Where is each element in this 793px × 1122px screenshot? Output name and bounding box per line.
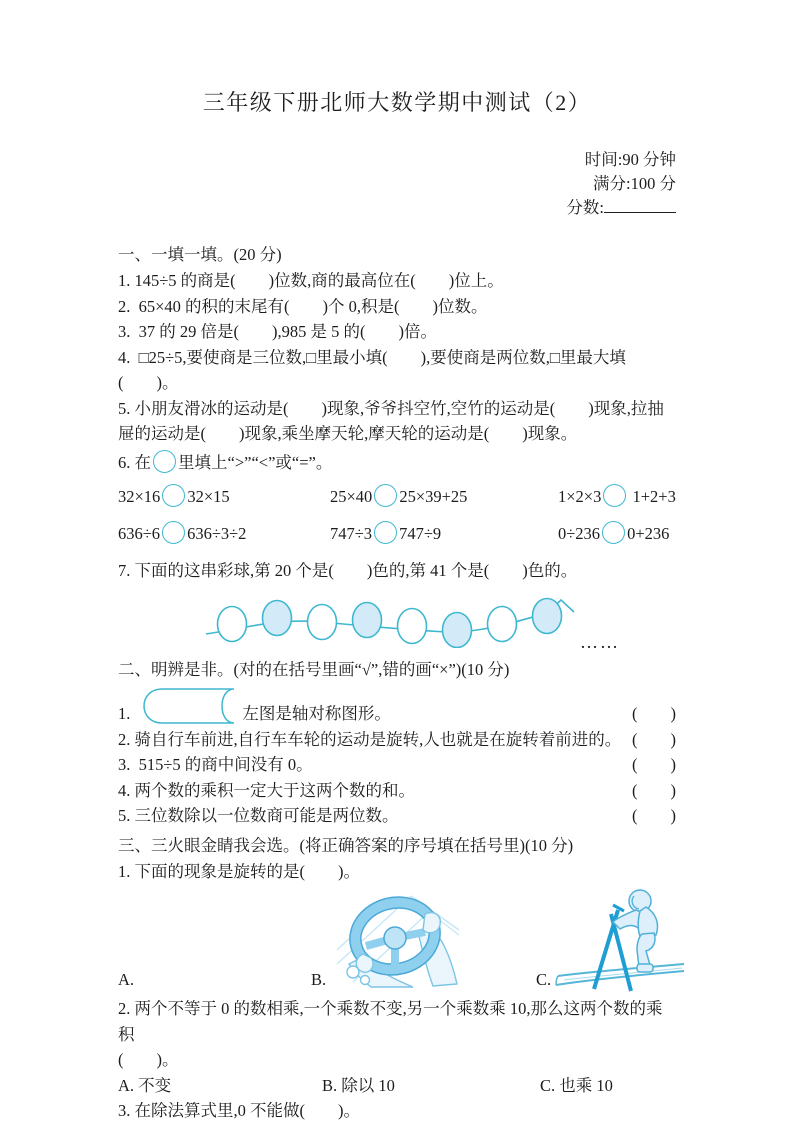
beads-ellipsis: …… <box>580 631 620 652</box>
tf-paren: ( ) <box>632 755 676 774</box>
s1-q6-prefix: 6. 在 <box>118 452 151 472</box>
cmp-left: 747÷3 <box>330 524 373 543</box>
comparison-item <box>558 482 676 512</box>
option-a-label: A. <box>118 970 135 989</box>
score-blank-line <box>604 196 676 214</box>
compare-circle-icon <box>162 521 185 544</box>
s1-q5-line1: 5. 小朋友滑冰的运动是( )现象,爷爷抖空竹,空竹的运动是( )现象,拉抽 <box>118 398 664 418</box>
cmp-left: 32×16 <box>118 487 161 506</box>
full-score-label: 满分:100 分 <box>593 174 676 193</box>
section1-heading: 一、一填一填。(20 分) <box>118 245 282 264</box>
bead-blue <box>263 600 292 635</box>
time-label: 时间:90 分钟 <box>584 150 676 169</box>
cmp-left: 25×40 <box>330 487 373 506</box>
cmp-right: 25×39+25 <box>399 487 468 506</box>
cmp-right: 1+2+3 <box>628 487 676 506</box>
tf-paren: ( ) <box>632 780 676 800</box>
page-title: 三年级下册北师大数学期中测试（2） <box>202 90 592 115</box>
compare-circle-icon <box>153 450 176 473</box>
bead-string-wrap <box>204 586 676 653</box>
option-b-label: B. <box>311 970 327 989</box>
comparison-item <box>118 482 330 512</box>
skier-figure <box>554 884 688 994</box>
compare-circle-icon <box>374 521 397 544</box>
s2-item1-number: 1. <box>118 704 131 723</box>
tf-paren: ( ) <box>632 729 676 749</box>
s3-q2-options <box>118 1073 676 1099</box>
compare-circle-icon <box>162 484 185 507</box>
bead-string-figure <box>204 586 576 648</box>
s3-q3: 3. 在除法算式里,0 不能做( )。 <box>118 1101 360 1120</box>
s3-q2-line1: 2. 两个不等于 0 的数相乘,一个乘数不变,另一个乘数乘 10,那么这两个数的乘积 <box>118 999 663 1044</box>
bead-white <box>308 604 337 639</box>
option-c: C. 也乘 10 <box>540 1075 613 1095</box>
comparison-item <box>558 519 676 549</box>
cmp-right: 0+236 <box>627 524 670 543</box>
s1-q4-line1: 4. □25÷5,要使商是三位数,□里最小填( ),要使商是两位数,□里最大填 <box>118 347 626 367</box>
s3-q1: 1. 下面的现象是旋转的是( )。 <box>118 861 360 881</box>
section2-heading: 二、明辨是非。(对的在括号里画“√”,错的画“×”)(10 分) <box>118 659 510 679</box>
comparison-item <box>118 519 330 549</box>
s2-item1-paren: ( ) <box>632 704 676 723</box>
option-c-label: C. <box>536 970 552 989</box>
comparison-row-2 <box>118 519 676 549</box>
cmp-left: 0÷236 <box>558 524 601 543</box>
bead-blue <box>533 598 562 633</box>
comparison-row-1 <box>118 482 676 512</box>
s1-q4-line2: ( )。 <box>118 373 179 392</box>
bead-blue <box>353 602 382 637</box>
s1-q1: 1. 145÷5 的商是( )位数,商的最高位在( )位上。 <box>118 271 504 290</box>
comparison-item <box>330 482 558 512</box>
comparison-item <box>330 519 558 549</box>
s1-q6 <box>118 450 676 476</box>
option-b: B. 除以 10 <box>322 1075 395 1095</box>
tf-paren: ( ) <box>632 806 676 825</box>
cmp-right: 636÷3÷2 <box>187 524 247 543</box>
tf-text: 4. 两个数的乘积一定大于这两个数的和。 <box>118 780 415 800</box>
s2-item-4 <box>118 778 676 804</box>
s2-item-2 <box>118 727 676 753</box>
steering-wheel-figure <box>333 886 461 988</box>
cmp-left: 636÷6 <box>118 524 161 543</box>
s1-q7: 7. 下面的这串彩球,第 20 个是( )色的,第 41 个是( )色的。 <box>118 561 578 580</box>
tf-text: 2. 骑自行车前进,自行车车轮的运动是旋转,人也就是在旋转着前进的。 <box>118 729 622 749</box>
exam-info-line <box>118 126 676 238</box>
compare-circle-icon <box>374 484 397 507</box>
option-a: A. 不变 <box>118 1075 172 1095</box>
score-label: 分数: <box>566 198 604 217</box>
choice-figures <box>118 884 676 996</box>
cmp-left: 1×2×3 <box>558 487 602 506</box>
s1-q6-suffix: 里填上“>”“<”或“=”。 <box>178 452 333 472</box>
s1-q3: 3. 37 的 29 倍是( ),985 是 5 的( )倍。 <box>118 322 437 341</box>
s3-q2-line2: ( )。 <box>118 1050 179 1069</box>
cmp-right: 747÷9 <box>399 524 442 543</box>
bead-white <box>218 606 247 641</box>
bead-blue <box>443 612 472 647</box>
cylinder-figure <box>132 685 240 727</box>
worksheet-content <box>118 0 676 1122</box>
section3-heading: 三、三火眼金睛我会选。(将正确答案的序号填在括号里)(10 分) <box>118 835 574 855</box>
bead-white <box>488 606 517 641</box>
s2-item1-text: 左图是轴对称图形。 <box>242 704 391 723</box>
s2-item-5 <box>118 803 676 829</box>
compare-circle-icon <box>602 521 625 544</box>
tf-text: 3. 515÷5 的商中间没有 0。 <box>118 755 313 774</box>
s1-q5-line2: 屉的运动是( )现象,乘坐摩天轮,摩天轮的运动是( )现象。 <box>118 424 578 443</box>
s2-item-1 <box>118 685 676 727</box>
s1-q2: 2. 65×40 的积的末尾有( )个 0,积是( )位数。 <box>118 296 488 316</box>
s2-item-3 <box>118 752 676 778</box>
bead-white <box>398 608 427 643</box>
tf-text: 5. 三位数除以一位数商可能是两位数。 <box>118 806 399 825</box>
cmp-right: 32×15 <box>187 487 230 506</box>
compare-circle-icon <box>603 484 626 507</box>
